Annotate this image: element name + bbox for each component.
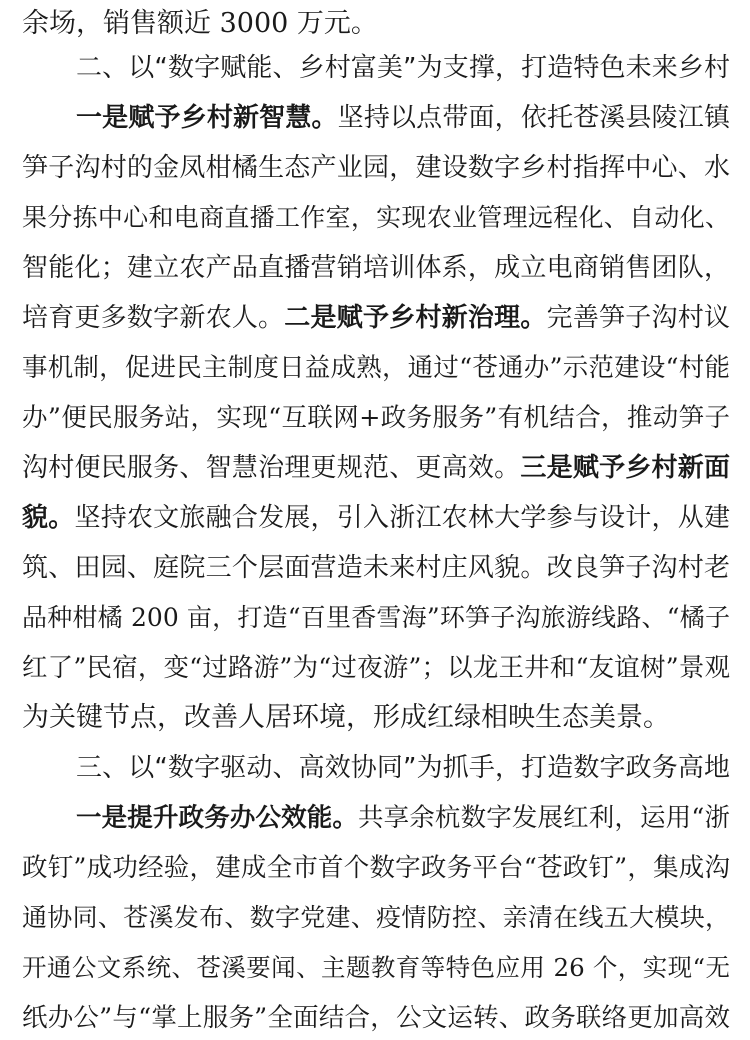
text-segment: 通协同、苍溪发布、数字党建、疫情防控、亲清在线五大模块，: [22, 903, 730, 932]
text-segment: 余场，销售额近 3000 万元。: [22, 8, 378, 39]
bold-lead-phrase: 一是赋予乡村新智慧。: [76, 103, 338, 133]
text-segment: 培育更多数字新农人。: [22, 303, 285, 333]
text-line-5: [22, 196, 730, 240]
text-segment: 政钉”成功经验，建成全市首个数字政务平台“苍政钉”，集成沟: [22, 853, 730, 883]
text-segment: 筑、田园、庭院三个层面营造未来村庄风貌。改良笋子沟村老: [22, 553, 730, 583]
text-line-17: [76, 796, 730, 840]
text-segment: 共享余杭数字发展红利，运用“浙: [358, 803, 730, 833]
text-segment: 办”便民服务站，实现“互联网+政务服务”有机结合，推动笋子: [22, 403, 730, 433]
bold-lead-phrase: 二是赋予乡村新治理。: [284, 303, 547, 333]
text-line-14: [22, 646, 730, 690]
text-line-12: [22, 546, 730, 590]
text-segment: 为关键节点，改善人居环境，形成红绿相映生态美景。: [22, 702, 670, 733]
bold-lead-phrase: 貌。: [22, 503, 75, 533]
text-line-10: [22, 446, 730, 490]
text-line-8: [22, 346, 730, 390]
text-segment: 笋子沟村的金凤柑橘生态产业园，建设数字乡村指挥中心、水: [22, 153, 730, 183]
text-line-20: [22, 946, 730, 990]
bold-lead-phrase: 三是赋予乡村新面: [520, 453, 730, 483]
text-segment: 事机制，促进民主制度日益成熟，通过“苍通办”示范建设“村能: [22, 353, 730, 383]
bold-lead-phrase: 一是提升政务办公效能。: [76, 803, 359, 833]
text-segment: 纸办公”与“掌上服务”全面结合，公文运转、政务联络更加高效: [22, 1003, 730, 1033]
text-line-21: [22, 996, 730, 1040]
text-segment: 完善笋子沟村议: [546, 303, 730, 333]
text-line-7: [22, 296, 730, 340]
section-heading-2: [76, 46, 730, 90]
text-segment: 红了”民宿，变“过路游”为“过夜游”；以龙王井和“友谊树”景观: [22, 653, 730, 683]
section-heading-16: [76, 746, 730, 790]
text-line-15: [22, 696, 730, 740]
text-line-6: [22, 246, 730, 290]
text-segment: 果分拣中心和电商直播工作室，实现农业管理远程化、自动化、: [22, 203, 730, 232]
text-segment: 开通公文系统、苍溪要闻、主题教育等特色应用 26 个，实现“无: [22, 953, 730, 982]
text-segment: 坚持以点带面，依托苍溪县陵江镇: [337, 103, 730, 133]
text-segment: 品种柑橘 200 亩，打造“百里香雪海”环笋子沟旅游线路、“橘子: [22, 603, 730, 632]
text-line-9: [22, 396, 730, 440]
text-segment: 三、以“数字驱动、高效协同”为抓手，打造数字政务高地: [76, 753, 730, 783]
text-line-3: [76, 96, 730, 140]
text-line-1: [22, 2, 730, 46]
text-segment: 二、以“数字赋能、乡村富美”为支撑，打造特色未来乡村: [76, 53, 730, 83]
text-line-18: [22, 846, 730, 890]
text-segment: 智能化；建立农产品直播营销培训体系，成立电商销售团队，: [22, 253, 730, 283]
text-line-19: [22, 896, 730, 940]
text-line-4: [22, 146, 730, 190]
text-line-13: [22, 596, 730, 640]
text-segment: 坚持农文旅融合发展，引入浙江农林大学参与设计，从建: [74, 503, 730, 533]
text-segment: 沟村便民服务、智慧治理更规范、更高效。: [22, 453, 521, 483]
text-line-11: [22, 496, 730, 540]
